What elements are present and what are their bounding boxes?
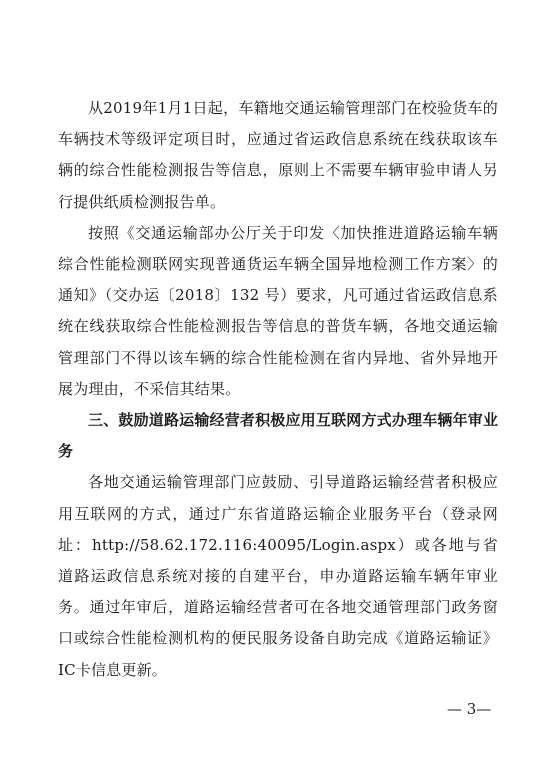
page-number: — 3— <box>447 700 492 718</box>
section-heading: 三、鼓励道路运输经营者积极应用互联网方式办理车辆年审业务 <box>58 411 498 461</box>
paragraph-inspection-rule: 从2019年1月1日起，车籍地交通运输管理部门在校验货车的车辆技术等级评定项目时，应通过省运政信息系统在线获取该车辆的综合性能检测报告等信息，原则上不需要车辆审验申请人另行提供纸质检测报告单。 <box>58 99 498 211</box>
paragraph-notice-requirement: 按照《交通运输部办公厅关于印发〈加快推进道路运输车辆综合性能检测联网实现普通货运车辆全国异地检测工作方案〉的通知》（交办运〔2018〕132 号）要求，凡可通过省运政信息系统在线获取综合性能检测报告等信息的普货车辆，各地交通运输管理部门不得以该车辆的综合性能检测在省内异地、省外异地开展为理由，不采信其结果。 <box>58 223 498 398</box>
document-body <box>58 93 498 686</box>
paragraph-online-review: 各地交通运输管理部门应鼓励、引导道路运输经营者积极应用互联网的方式，通过广东省道路运输企业服务平台（登录网址：http://58.62.172.116:40095/Login.aspx）或各地与省道路运政信息系统对接的自建平台，申办道路运输车辆年审业务。通过年审后，道路运输经营者可在各地交通管理部门政务窗口或综合性能检测机构的便民服务设备自助完成《道路运输证》IC卡信息更新。 <box>58 473 498 679</box>
